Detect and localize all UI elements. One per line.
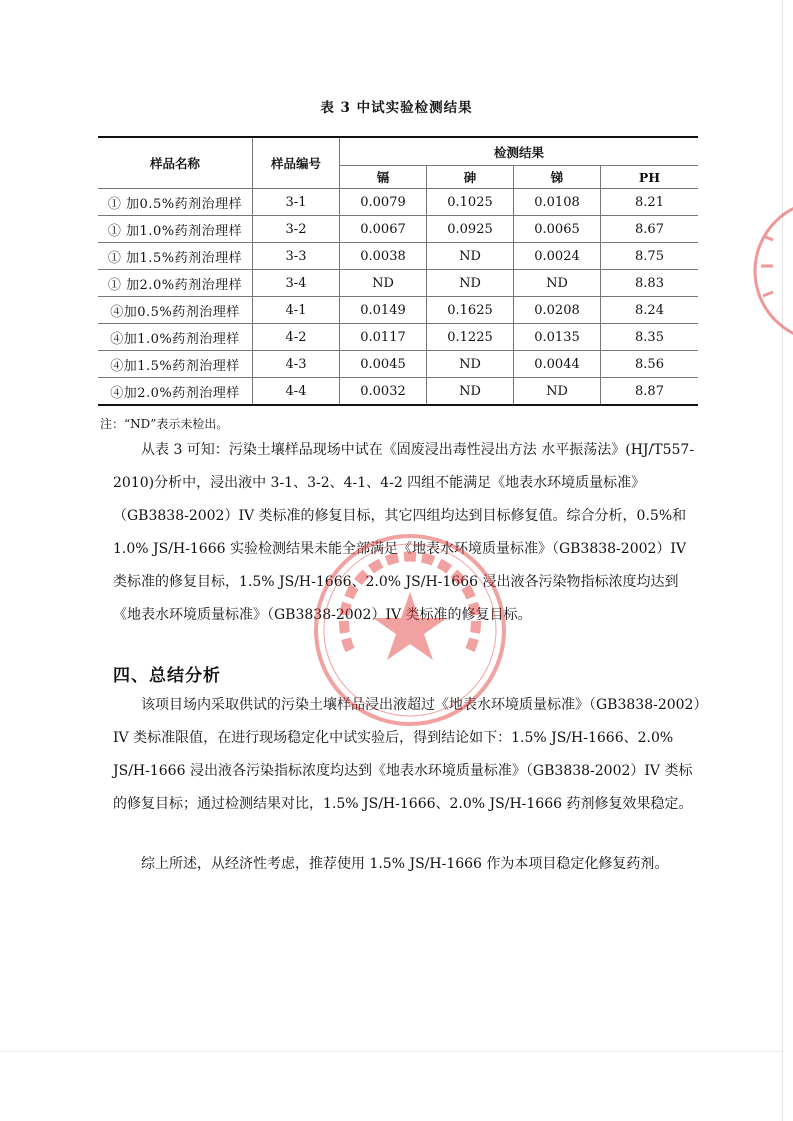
- header-cadmium: 镉: [340, 166, 427, 189]
- sample-name: ④加1.5%药剂治理样: [98, 351, 253, 378]
- sample-id: 3-3: [253, 243, 340, 270]
- ph-value: 8.67: [601, 216, 699, 243]
- arsenic-value: ND: [427, 378, 514, 406]
- table-row: [98, 297, 698, 324]
- sample-id: 4-4: [253, 378, 340, 406]
- sample-id: 4-1: [253, 297, 340, 324]
- ph-value: 8.35: [601, 324, 699, 351]
- sample-name: ④加2.0%药剂治理样: [98, 378, 253, 406]
- cadmium-value: ND: [340, 270, 427, 297]
- page-edge: [782, 0, 783, 1121]
- arsenic-value: ND: [427, 270, 514, 297]
- section-heading: 四、总结分析: [113, 666, 221, 686]
- analysis-paragraph: [113, 434, 701, 632]
- antimony-value: 0.0065: [514, 216, 601, 243]
- sample-name: ④加0.5%药剂治理样: [98, 297, 253, 324]
- antimony-value: 0.0044: [514, 351, 601, 378]
- sample-name: ④加1.0%药剂治理样: [98, 324, 253, 351]
- header-sample-name: 样品名称: [98, 137, 253, 189]
- sample-id: 3-4: [253, 270, 340, 297]
- cadmium-value: 0.0032: [340, 378, 427, 406]
- ph-value: 8.75: [601, 243, 699, 270]
- antimony-value: 0.0135: [514, 324, 601, 351]
- results-table: [98, 136, 698, 406]
- cadmium-value: 0.0079: [340, 189, 427, 216]
- sample-id: 3-1: [253, 189, 340, 216]
- cadmium-value: 0.0067: [340, 216, 427, 243]
- table-row: [98, 351, 698, 378]
- table-row: [98, 270, 698, 297]
- arsenic-value: ND: [427, 351, 514, 378]
- ph-value: 8.21: [601, 189, 699, 216]
- ph-value: 8.87: [601, 378, 699, 406]
- sample-name: ① 加2.0%药剂治理样: [98, 270, 253, 297]
- summary-paragraph: [113, 689, 701, 821]
- cadmium-value: 0.0149: [340, 297, 427, 324]
- cadmium-value: 0.0038: [340, 243, 427, 270]
- header-ph: PH: [601, 166, 699, 189]
- table-row: [98, 324, 698, 351]
- header-antimony: 锑: [514, 166, 601, 189]
- ph-value: 8.56: [601, 351, 699, 378]
- antimony-value: ND: [514, 378, 601, 406]
- table-note: 注：“ND”表示未检出。: [100, 417, 229, 431]
- analysis-paragraph-text: 从表 3 可知：污染土壤样品现场中试在《固废浸出毒性浸出方法 水平振荡法》(HJ/T557-2010)分析中，浸出液中 3-1、3-2、4-1、4-2 四组不能满足《地表水环境质量标准》（GB3838-2002）IV 类标准的修复目标，其它四组均达到目标修复值。综合分析，0.5%和 1.0% JS/H-1666 实验检测结果未能全部满足《地表水环境质量标准》（GB3838-2002）IV 类标准的修复目标，1.5% JS/H-1666、2.0% JS/H-1666 浸出液各污染物指标浓度均达到《地表水环境质量标准》（GB3838-2002）IV 类标准的修复目标。: [113, 442, 695, 623]
- sample-name: ① 加0.5%药剂治理样: [98, 189, 253, 216]
- sample-name: ① 加1.0%药剂治理样: [98, 216, 253, 243]
- summary-paragraph-text: 该项目场内采取供试的污染土壤样品浸出液超过《地表水环境质量标准》（GB3838-2002）IV 类标准限值，在进行现场稳定化中试实验后，得到结论如下：1.5% JS/H-1666、2.0% JS/H-1666 浸出液各污染指标浓度均达到《地表水环境质量标准》（GB3838-2002）IV 类标的修复目标；通过检测结果对比，1.5% JS/H-1666、2.0% JS/H-1666 药剂修复效果稳定。: [113, 697, 701, 812]
- header-results-group: 检测结果: [340, 137, 699, 166]
- antimony-value: ND: [514, 270, 601, 297]
- conclusion-paragraph: [113, 848, 701, 881]
- footer-rule: [0, 1051, 782, 1052]
- conclusion-paragraph-text: 综上所述，从经济性考虑，推荐使用 1.5% JS/H-1666 作为本项目稳定化修复药剂。: [141, 856, 669, 872]
- table-row: [98, 378, 698, 406]
- table-title: 表 3 中试实验检测结果: [320, 100, 473, 116]
- antimony-value: 0.0024: [514, 243, 601, 270]
- arsenic-value: 0.1225: [427, 324, 514, 351]
- header-arsenic: 砷: [427, 166, 514, 189]
- antimony-value: 0.0208: [514, 297, 601, 324]
- cadmium-value: 0.0045: [340, 351, 427, 378]
- arsenic-value: 0.1025: [427, 189, 514, 216]
- antimony-value: 0.0108: [514, 189, 601, 216]
- edge-seal: [745, 196, 793, 346]
- header-sample-id: 样品编号: [253, 137, 340, 189]
- sample-id: 3-2: [253, 216, 340, 243]
- cadmium-value: 0.0117: [340, 324, 427, 351]
- table-row: [98, 216, 698, 243]
- sample-name: ① 加1.5%药剂治理样: [98, 243, 253, 270]
- sample-id: 4-3: [253, 351, 340, 378]
- arsenic-value: 0.0925: [427, 216, 514, 243]
- table-header-row: [98, 137, 698, 166]
- ph-value: 8.83: [601, 270, 699, 297]
- ph-value: 8.24: [601, 297, 699, 324]
- arsenic-value: ND: [427, 243, 514, 270]
- arsenic-value: 0.1625: [427, 297, 514, 324]
- sample-id: 4-2: [253, 324, 340, 351]
- table-row: [98, 243, 698, 270]
- table-row: [98, 189, 698, 216]
